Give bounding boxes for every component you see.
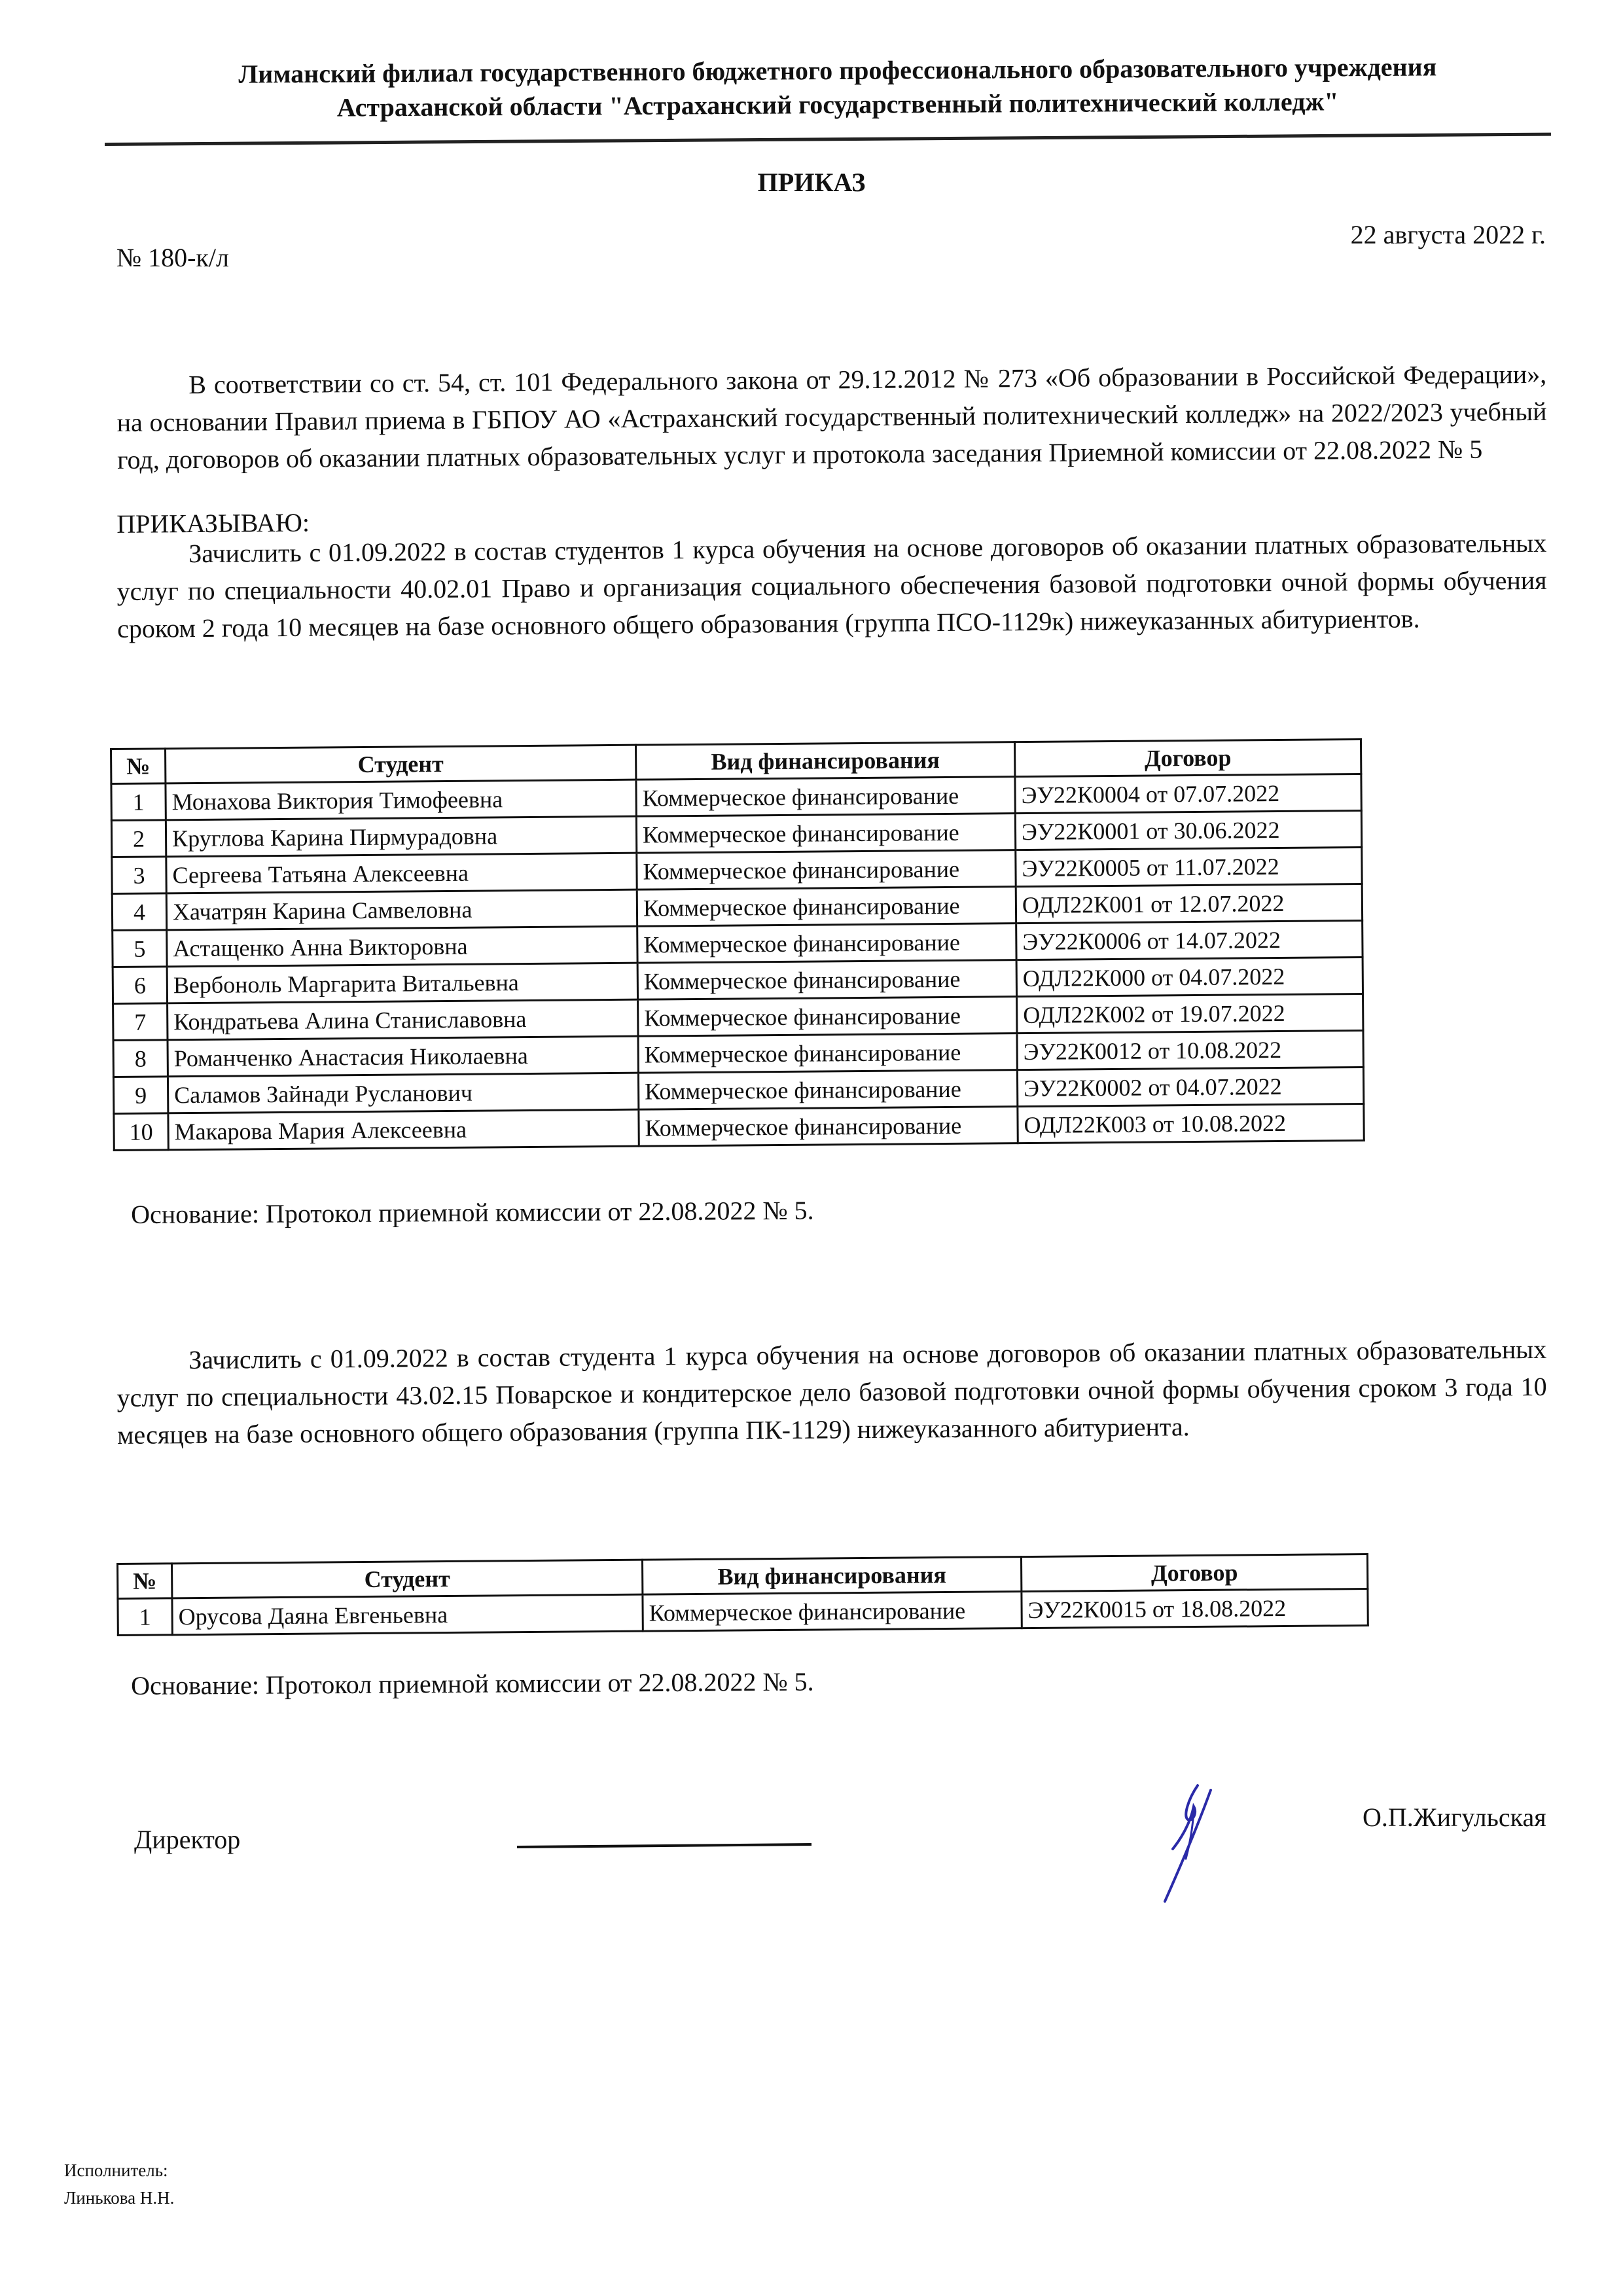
signature-line	[517, 1843, 812, 1848]
handwritten-signature-icon	[1126, 1780, 1296, 1905]
cell-number: 5	[113, 930, 167, 967]
col-number: №	[118, 1564, 172, 1599]
cell-contract: ЭУ22К0015 от 18.08.2022	[1022, 1588, 1368, 1628]
cell-number: 9	[113, 1077, 168, 1114]
executor-label: Исполнитель:	[64, 2161, 168, 2180]
enrollment-paragraph-1: Зачислить с 01.09.2022 в состав студентов 1 курса обучения на основе договоров об оказании платных образовательных услуг по специальности 40.02.01 Право и организация социального обеспечения базовой подготовки очной формы обучения сроком 2 года 10 месяцев на базе основного общего образования (группа ПСО-1129к) нижеуказанных абитуриентов.	[116, 528, 1547, 643]
order-date: 22 августа 2022 г.	[1350, 220, 1546, 249]
order-directive: ПРИКАЗЫВАЮ:	[116, 507, 310, 539]
cell-contract: ЭУ22К0006 от 14.07.2022	[1016, 920, 1363, 960]
students-table-2	[116, 1553, 1369, 1636]
executor-block	[64, 2157, 174, 2212]
cell-financing: Коммерческое финансирование	[643, 1592, 1022, 1632]
cell-financing: Коммерческое финансирование	[639, 1107, 1018, 1147]
col-number: №	[111, 749, 166, 784]
cell-number: 3	[112, 857, 166, 894]
cell-number: 4	[112, 893, 166, 931]
cell-contract: ОДЛ22К001 от 12.07.2022	[1016, 884, 1362, 923]
cell-student: Саламов Зайнади Русланович	[168, 1073, 638, 1113]
basis-note-2: Основание: Протокол приемной комиссии от 22.08.2022 № 5.	[131, 1666, 814, 1700]
header-divider	[105, 133, 1551, 146]
header-line-1: Лиманский филиал государственного бюджетного профессионального образовательного учреждения	[238, 52, 1437, 89]
cell-student: Хачатрян Карина Самвеловна	[166, 889, 637, 930]
cell-financing: Коммерческое финансирование	[637, 887, 1016, 927]
cell-financing: Коммерческое финансирование	[637, 924, 1016, 963]
cell-student: Романченко Анастасия Николаевна	[168, 1036, 638, 1077]
cell-number: 1	[118, 1598, 172, 1636]
basis-note-1: Основание: Протокол приемной комиссии от 22.08.2022 № 5.	[131, 1195, 814, 1229]
header-line-2: Астраханской области "Астраханский государственный политехнический колледж"	[336, 86, 1339, 122]
cell-financing: Коммерческое финансирование	[638, 1070, 1017, 1110]
col-student: Студент	[172, 1560, 643, 1598]
cell-number: 1	[111, 783, 166, 821]
cell-financing: Коммерческое финансирование	[637, 960, 1016, 1000]
cell-contract: ЭУ22К0004 от 07.07.2022	[1015, 774, 1361, 813]
cell-student: Макарова Мария Алексеевна	[168, 1109, 639, 1150]
cell-student: Сергеева Татьяна Алексеевна	[166, 853, 637, 893]
signer-role: Директор	[134, 1825, 241, 1854]
executor-name: Линькова Н.Н.	[64, 2188, 175, 2208]
cell-contract: ЭУ22К0005 от 11.07.2022	[1016, 847, 1362, 886]
signer-name: О.П.Жигульская	[1363, 1803, 1546, 1832]
cell-number: 7	[113, 1003, 168, 1041]
cell-financing: Коммерческое финансирование	[638, 1033, 1017, 1073]
preamble-paragraph: В соответствии со ст. 54, ст. 101 Федерального закона от 29.12.2012 № 273 «Об образовании в Российской Федерации», на основании Правил приема в ГБПОУ АО «Астраханский государственный политехнический колледж» на 2022/2023 учебный год, договоров об оказании платных образовательных услуг и протокола заседания Приемной комиссии от 22.08.2022 № 5	[116, 359, 1547, 475]
cell-financing: Коммерческое финансирование	[636, 814, 1015, 853]
cell-number: 10	[114, 1113, 168, 1151]
col-financing: Вид финансирования	[642, 1557, 1021, 1595]
cell-financing: Коммерческое финансирование	[637, 850, 1016, 890]
cell-financing: Коммерческое финансирование	[638, 997, 1017, 1037]
cell-contract: ЭУ22К0002 от 04.07.2022	[1017, 1067, 1363, 1106]
order-title: ПРИКАЗ	[757, 168, 866, 197]
cell-student: Кондратьева Алина Станиславовна	[168, 999, 638, 1040]
cell-financing: Коммерческое финансирование	[636, 777, 1015, 817]
col-contract: Договор	[1021, 1554, 1367, 1591]
col-financing: Вид финансирования	[635, 742, 1014, 780]
cell-contract: ЭУ22К0012 от 10.08.2022	[1017, 1030, 1363, 1069]
cell-student: Вербоноль Маргарита Витальевна	[167, 963, 637, 1003]
cell-contract: ЭУ22К0001 от 30.06.2022	[1015, 810, 1361, 850]
students-table-1	[110, 738, 1365, 1151]
organization-header	[105, 49, 1571, 126]
col-student: Студент	[166, 745, 636, 783]
order-number: № 180-к/л	[116, 243, 229, 272]
cell-student: Астащенко Анна Викторовна	[167, 926, 637, 967]
cell-contract: ОДЛ22К002 от 19.07.2022	[1017, 994, 1363, 1033]
col-contract: Договор	[1014, 739, 1361, 776]
cell-contract: ОДЛ22К003 от 10.08.2022	[1018, 1103, 1364, 1143]
cell-number: 6	[113, 967, 167, 1004]
cell-student: Круглова Карина Пирмурадовна	[166, 816, 636, 857]
enrollment-paragraph-2: Зачислить с 01.09.2022 в состав студента 1 курса обучения на основе договоров об оказании платных образовательных услуг по специальности 43.02.15 Поварское и кондитерское дело базовой подготовки очной формы обучения сроком 3 года 10 месяцев на базе основного общего образования (группа ПК-1129) нижеуказанного абитуриента.	[116, 1334, 1547, 1450]
cell-student: Монахова Виктория Тимофеевна	[166, 780, 636, 820]
cell-number: 2	[111, 820, 166, 857]
cell-student: Орусова Даяна Евгеньевна	[172, 1594, 643, 1635]
cell-number: 8	[113, 1040, 168, 1077]
cell-contract: ОДЛ22К000 от 04.07.2022	[1016, 957, 1363, 996]
